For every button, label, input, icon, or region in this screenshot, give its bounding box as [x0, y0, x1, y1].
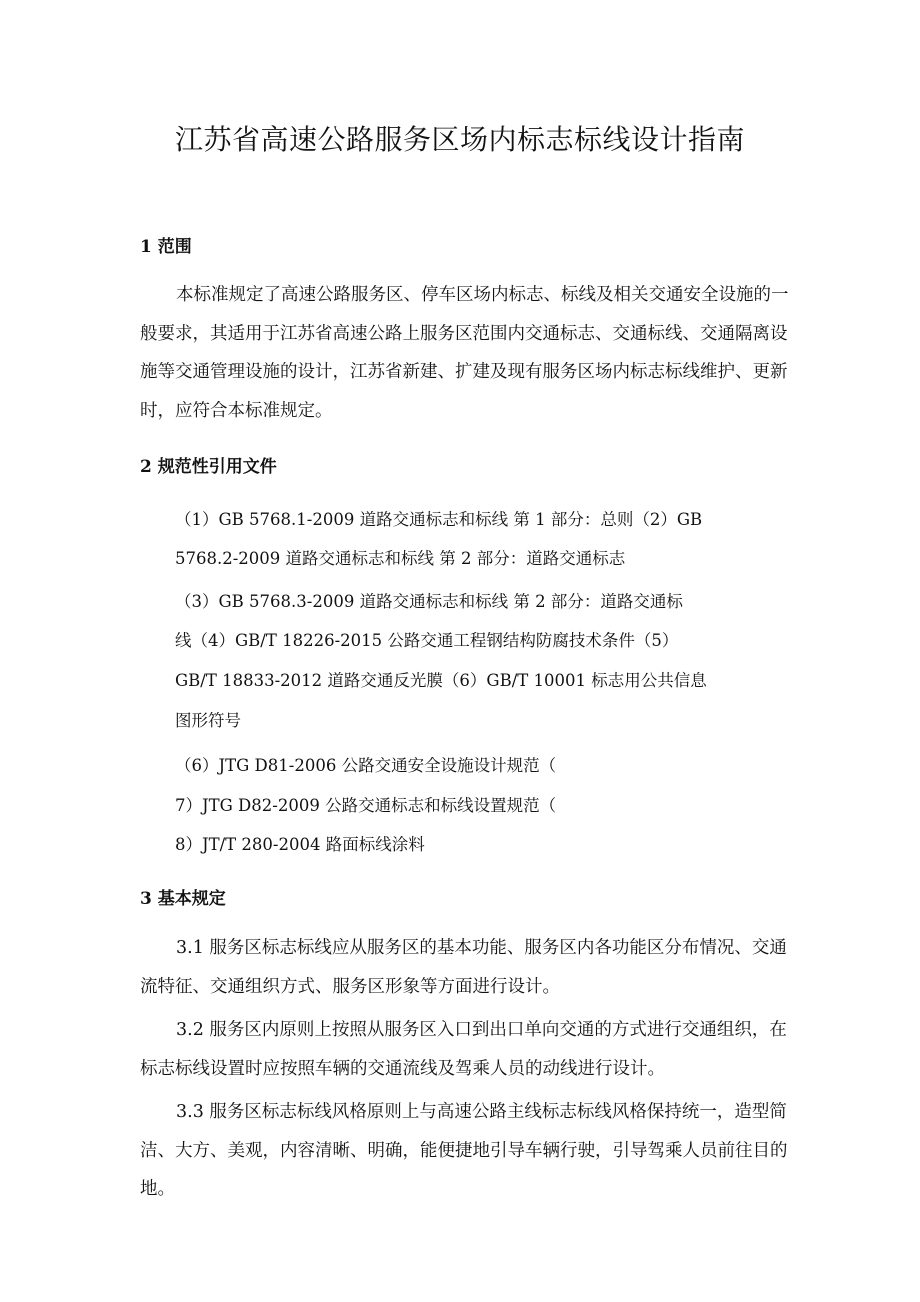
reference-line: 图形符号 — [175, 711, 241, 730]
reference-line: （1）GB 5768.1-2009 道路交通标志和标线 第 1 部分：总则（2）GB — [175, 510, 703, 529]
clause-3-3: 3.3 服务区标志标线风格原则上与高速公路主线标志标线风格保持统一，造型简洁、大方、美观，内容清晰、明确，能便捷地引导车辆行驶，引导驾乘人员前往目的地。 — [140, 1102, 788, 1199]
section-1-paragraph: 本标准规定了高速公路服务区、停车区场内标志、标线及相关交通安全设施的一般要求，其适用于江苏省高速公路上服务区范围内交通标志、交通标线、交通隔离设施等交通管理设施的设计，江苏省新建、扩建及现有服务区场内标志标线维护、更新时，应符合本标准规定。 — [140, 285, 789, 421]
reference-line: （3）GB 5768.3-2009 道路交通标志和标线 第 2 部分：道路交通标 — [175, 592, 683, 611]
section-1-heading: 1 范围 — [140, 237, 192, 257]
clause-3-2: 3.2 服务区内原则上按照从服务区入口到出口单向交通的方式进行交通组织，在标志标线设置时应按照车辆的交通流线及驾乘人员的动线进行设计。 — [140, 1020, 787, 1079]
reference-line: 5768.2-2009 道路交通标志和标线 第 2 部分：道路交通标志 — [175, 549, 626, 568]
clause-3-1: 3.1 服务区标志标线应从服务区的基本功能、服务区内各功能区分布情况、交通流特征、交通组织方式、服务区形象等方面进行设计。 — [140, 938, 787, 997]
reference-line: 8）JT/T 280-2004 路面标线涂料 — [175, 835, 425, 854]
reference-line: 线（4）GB/T 18226-2015 公路交通工程钢结构防腐技术条件（5） — [175, 631, 679, 650]
document-title: 江苏省高速公路服务区场内标志标线设计指南 — [174, 123, 745, 156]
reference-line: GB/T 18833-2012 道路交通反光膜（6）GB/T 10001 标志用公共信息 — [175, 671, 707, 690]
reference-line: 7）JTG D82-2009 公路交通标志和标线设置规范（ — [175, 796, 557, 815]
section-2-heading: 2 规范性引用文件 — [140, 457, 277, 477]
section-3-heading: 3 基本规定 — [140, 889, 226, 909]
reference-line: （6）JTG D81-2006 公路交通安全设施设计规范（ — [175, 756, 557, 775]
